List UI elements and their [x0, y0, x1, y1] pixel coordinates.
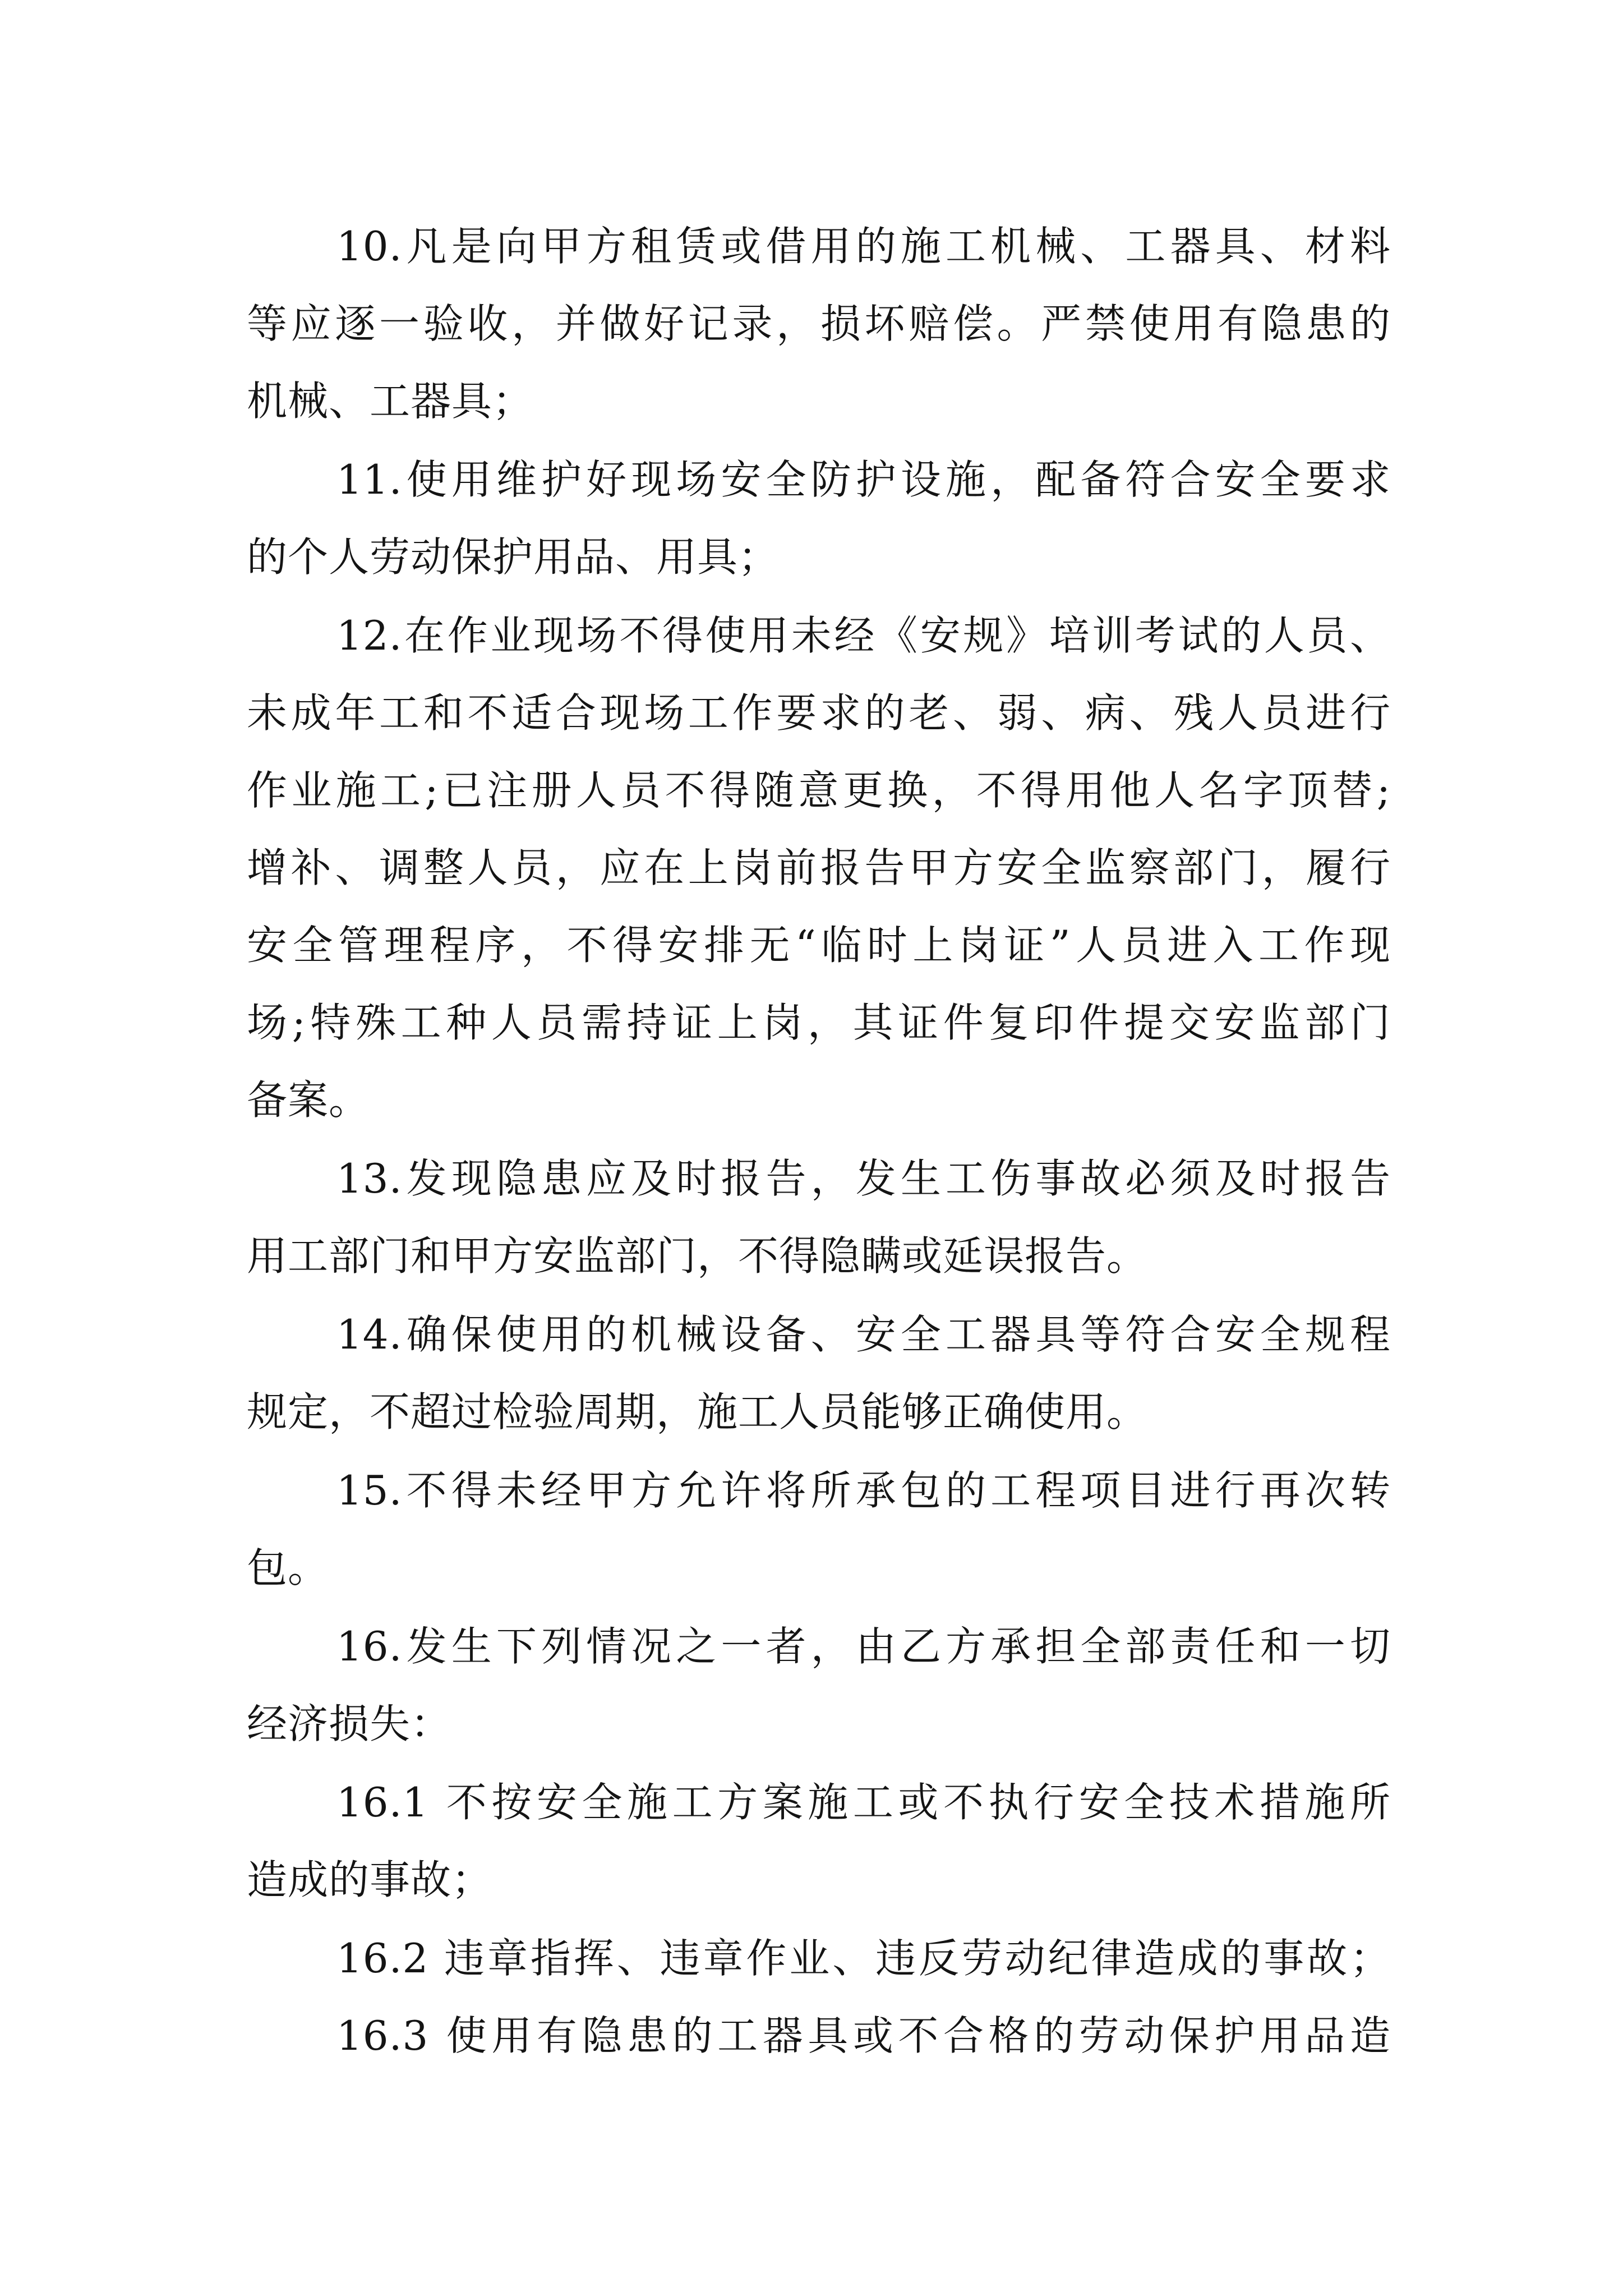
clause-12-line-6: 场;特殊工种人员需持证上岗，其证件复印件提交安监部门 — [247, 999, 1391, 1046]
clause-13-line-1: 13.发现隐患应及时报告，发生工伤事故必须及时报告 — [336, 1155, 1391, 1202]
clause-15-line-2: 包。 — [247, 1544, 329, 1591]
clause-16-line-2: 经济损失： — [247, 1700, 452, 1747]
clause-10-line-1: 10.凡是向甲方租赁或借用的施工机械、工器具、材料 — [336, 223, 1391, 270]
clause-16-2-line-1: 16.2 违章指挥、违章作业、违反劳动纪律造成的事故； — [336, 1935, 1391, 1982]
clause-15-line-1: 15.不得未经甲方允许将所承包的工程项目进行再次转 — [336, 1467, 1391, 1514]
clause-16-3-line-1: 16.3 使用有隐患的工器具或不合格的劳动保护用品造 — [336, 2012, 1391, 2059]
clause-10-line-3: 机械、工器具； — [247, 378, 534, 425]
clause-12-line-2: 未成年工和不适合现场工作要求的老、弱、病、残人员进行 — [247, 689, 1391, 737]
clause-16-1-line-1: 16.1 不按安全施工方案施工或不执行安全技术措施所 — [336, 1779, 1391, 1826]
clause-16-line-1: 16.发生下列情况之一者，由乙方承担全部责任和一切 — [336, 1623, 1391, 1670]
clause-12-line-3: 作业施工;已注册人员不得随意更换，不得用他人名字顶替; — [247, 767, 1391, 814]
clause-16-1-line-2: 造成的事故； — [247, 1856, 493, 1903]
clause-13-line-2: 用工部门和甲方安监部门，不得隐瞒或延误报告。 — [247, 1232, 1148, 1280]
clause-11-line-1: 11.使用维护好现场安全防护设施，配备符合安全要求 — [336, 456, 1391, 503]
clause-11-line-2: 的个人劳动保护用品、用具； — [247, 533, 780, 581]
clause-12-line-4: 增补、调整人员，应在上岗前报告甲方安全监察部门，履行 — [247, 844, 1391, 891]
clause-12-line-1: 12.在作业现场不得使用未经《安规》培训考试的人员、 — [336, 612, 1391, 659]
clause-12-line-5: 安全管理程序，不得安排无“临时上岗证”人员进入工作现 — [247, 922, 1391, 969]
clause-10-line-2: 等应逐一验收，并做好记录，损坏赔偿。严禁使用有隐患的 — [247, 300, 1391, 347]
clause-12-line-7: 备案。 — [247, 1076, 370, 1124]
clause-14-line-2: 规定，不超过检验周期，施工人员能够正确使用。 — [247, 1388, 1148, 1435]
clause-14-line-1: 14.确保使用的机械设备、安全工器具等符合安全规程 — [336, 1311, 1391, 1358]
